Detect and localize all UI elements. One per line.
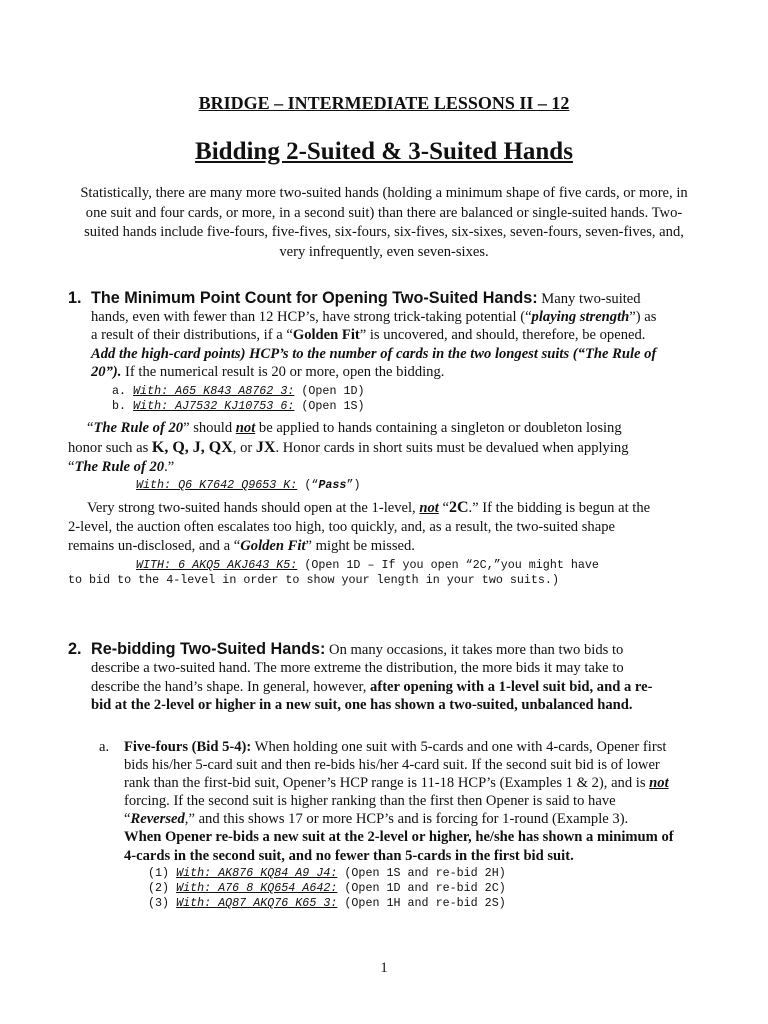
example-result: (Open 1D and re-bid 2C) [337, 881, 506, 895]
rule-of-20-definition: Add the high-card points) HCP’s to the number of cards in the two longest suits (“The Rule of 20”). [91, 345, 657, 380]
section-1-text: If the numerical result is 20 or more, open the bidding. [121, 363, 445, 380]
reversed-term: Reversed [130, 811, 185, 828]
example-hand: With: A76 8 KQ654 A642: [176, 881, 338, 895]
subsection-a-key-point: When Opener re-bids a new suit at the 2-level or higher, he/she has shown a minimum of 4-cards in the second suit, and no fewer than 5-cards in the first bid suit. [124, 829, 674, 864]
example-result: (“ [297, 478, 319, 492]
intro-paragraph: Statistically, there are many more two-suited hands (holding a minimum shape of five cards, or more, in one suit and four cards, or more, in a second suit) than there are balanced or single-suited hands. Two- suited hands include five-fours, five-fives, six-fours, six-fives, six-sixes, seven-fours, seven-fives, and, very infrequently, even seven-sixes. [80, 185, 688, 260]
example-hand: With: Q6 K7642 Q9653 K: [136, 478, 298, 492]
subsection-a [99, 738, 689, 865]
section-1-number: 1. [68, 289, 82, 307]
section-2-title: Re-bidding Two-Suited Hands: [91, 640, 326, 658]
paragraph-text: ” might be missed. [305, 538, 415, 555]
not-emphasis: not [649, 775, 669, 792]
subsection-a-text: forcing. If the second suit is higher ranking than the first then Opener is said to have “ [124, 793, 616, 828]
section-1-text: ”) as a result of their distributions, if a “ [91, 309, 657, 344]
example-result-pass: Pass [318, 478, 347, 492]
example-label: (2) [148, 881, 170, 895]
subsection-a-text: ,” and this shows 17 or more HCP’s and is forcing for 1-round (Example 3). [184, 811, 629, 828]
example-label: a. [112, 384, 127, 398]
section-2-body [91, 640, 658, 714]
honor-cards: K, Q, J, QX [151, 439, 233, 457]
section-1-body [91, 289, 658, 381]
subsection-a-title: Five-fours (Bid 5-4): [124, 739, 252, 755]
example-strong-line-2: to bid to the 4-level in order to show your length in your two suits.) [68, 573, 559, 587]
section-1-text: ” is uncovered, and should, therefore, be opened. [359, 327, 646, 344]
example-pass [136, 478, 360, 493]
example-result: ”) [346, 478, 361, 492]
paragraph-text: “ [438, 500, 449, 516]
section-2-number: 2. [68, 640, 82, 658]
playing-strength-term: playing strength [531, 309, 630, 326]
not-emphasis: not [419, 500, 439, 516]
page-number: 1 [380, 960, 388, 976]
example-hand: With: AK876 KQ84 A9 J4: [176, 866, 338, 880]
example-a [112, 384, 365, 399]
document-header: BRIDGE – INTERMEDIATE LESSONS II – 12 [198, 93, 570, 113]
two-clubs-bid: 2C [448, 499, 469, 516]
example-result: (Open 1D) [294, 384, 365, 398]
golden-fit-term: Golden Fit [292, 327, 360, 344]
example-1 [148, 866, 506, 881]
example-result: (Open 1S) [294, 399, 365, 413]
rule-of-20-term: The Rule of 20 [93, 420, 184, 436]
example-label: (3) [148, 896, 170, 910]
example-b [112, 399, 365, 414]
strong-hands-paragraph [68, 498, 656, 557]
example-hand: With: AJ7532 KJ10753 6: [133, 399, 295, 413]
document-title: Bidding 2-Suited & 3-Suited Hands [195, 138, 573, 165]
example-hand: With: A65 K843 A8762 3: [133, 384, 295, 398]
paragraph-text: , or [232, 440, 256, 457]
section-2-key-point: after opening with a 1-level suit bid, and a re-bid at the 2-level or higher in a new suit, one has shown a two-suited, unbalanced hand. [91, 678, 653, 713]
golden-fit-term: Golden Fit [240, 538, 306, 555]
paragraph-text: ” should [183, 420, 236, 436]
paragraph-text: . Honor cards in short suits must be devalued when applying “ [68, 440, 629, 476]
rule-of-20-term: The Rule of 20 [74, 459, 165, 476]
rule-of-20-paragraph [68, 419, 656, 478]
paragraph-text: “ [87, 420, 94, 436]
example-result: (Open 1H and re-bid 2S) [337, 896, 506, 910]
example-2 [148, 881, 506, 896]
paragraph-text: .” If the bidding is begun at the 2-level, the auction often escalates too high, too quickly, and, as a result, the two-suited shape remains un-disclosed, and a “ [68, 500, 651, 555]
example-3 [148, 896, 506, 911]
example-result: (Open 1S and re-bid 2H) [337, 866, 506, 880]
section-1 [68, 289, 658, 381]
not-emphasis: not [235, 420, 256, 436]
section-1-title: The Minimum Point Count for Opening Two-Suited Hands: [91, 289, 538, 307]
section-2-text: On many occasions, it takes more than two bids to describe a two-suited hand. The more extreme the distribution, the more bids it may take to describe the hand’s shape. In general, however, [91, 642, 624, 695]
section-1-text: Many two-suited hands, even with fewer than 12 HCP’s, have strong trick-taking potential (“ [91, 291, 641, 326]
subsection-a-letter: a. [99, 739, 110, 755]
example-hand: With: AQ87 AKQ76 K65 3: [176, 896, 338, 910]
paragraph-text: Very strong two-suited hands should open at the 1-level, [87, 500, 420, 516]
honor-cards: JX [255, 439, 276, 457]
example-label: (1) [148, 866, 170, 880]
paragraph-text: .” [164, 459, 175, 476]
section-2 [68, 640, 658, 714]
example-strong-line-1 [136, 558, 599, 573]
subsection-a-body [124, 738, 689, 865]
paragraph-text: be applied to hands containing a singleton or doubleton losing honor such as [68, 420, 622, 457]
example-label: b. [112, 399, 127, 413]
example-hand: WITH: 6 AKQ5 AKJ643 K5: [136, 558, 298, 572]
example-result: (Open 1D – If you open “2C,”you might have [297, 558, 599, 572]
subsection-a-text: When holding one suit with 5-cards and one with 4-cards, Opener first bids his/her 5-card suit and then re-bids his/her 4-card suit. If the second suit bid is of lower rank than the first-bid suit, Opener’s HCP range is 11-18 HCP’s (Examples 1 & 2), and is [124, 739, 667, 792]
